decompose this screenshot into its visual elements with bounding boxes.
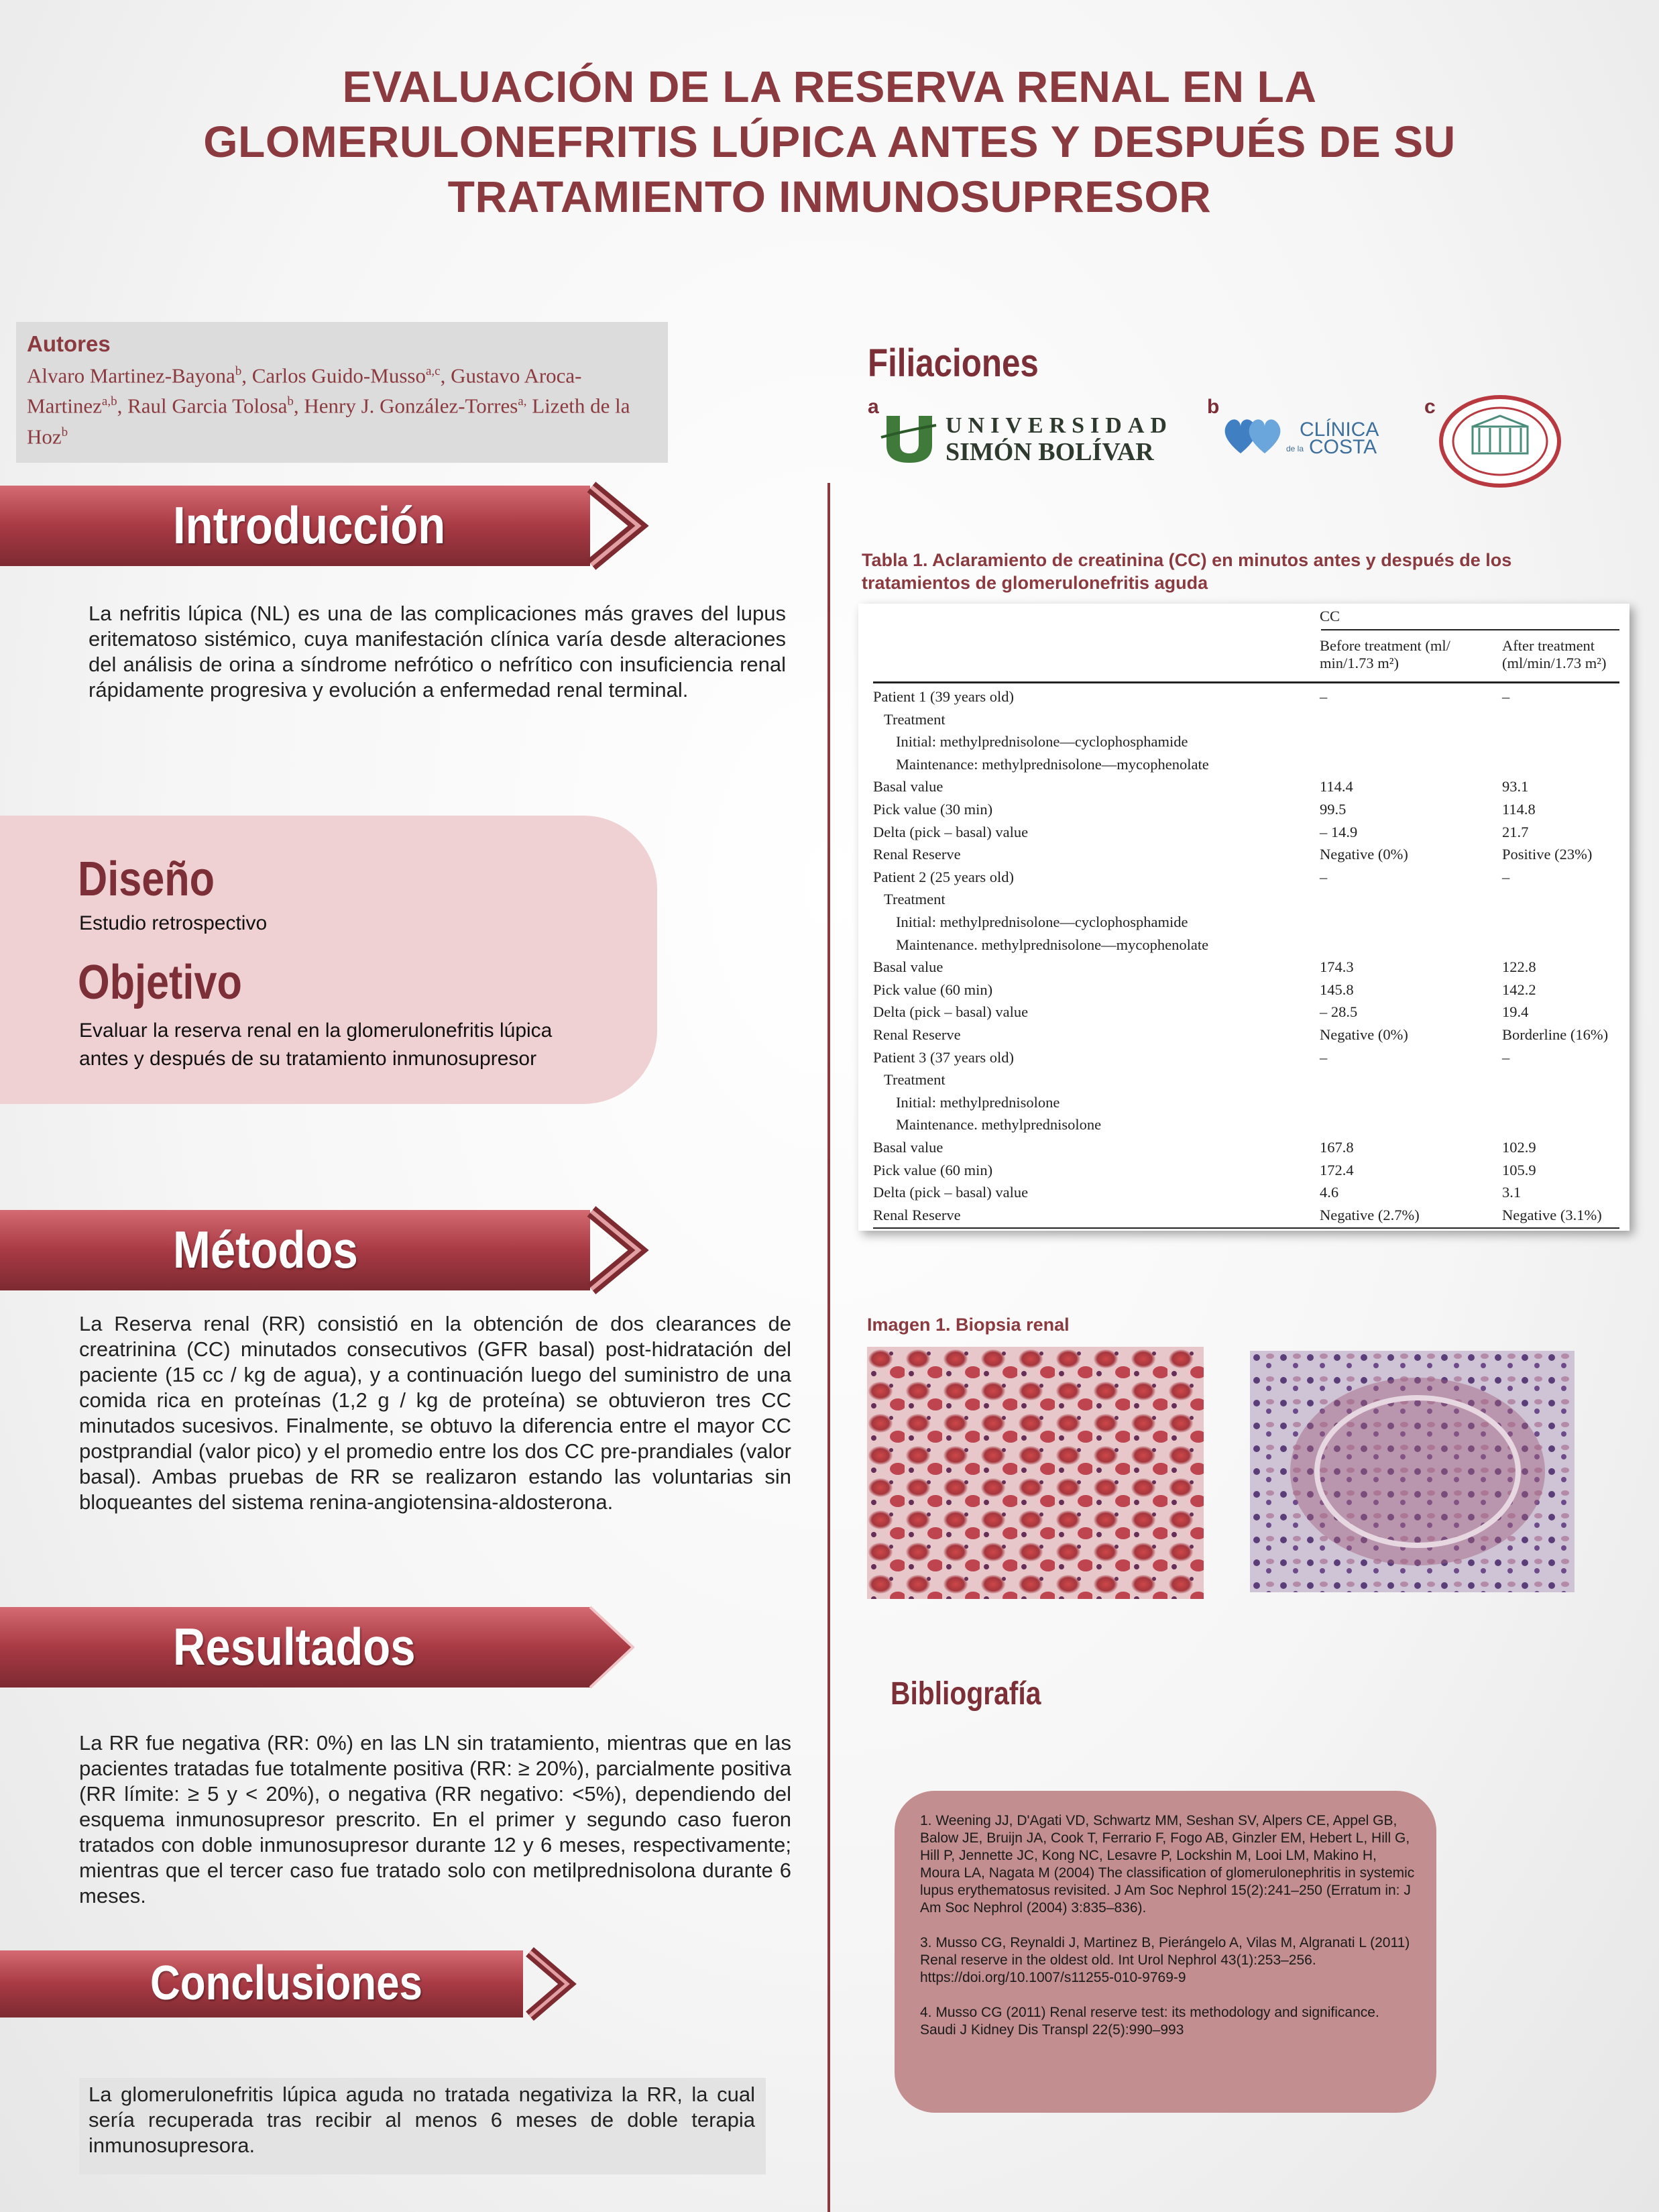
title-line-2: GLOMERULONEFRITIS LÚPICA ANTES Y DESPUÉS DE SU [203, 117, 1456, 166]
table-cell-label: Patient 3 (37 years old) [873, 1048, 1014, 1066]
bibliografia-heading: Bibliografía [891, 1676, 1041, 1712]
column-divider [827, 483, 830, 2212]
table-row [873, 891, 1619, 913]
clinica-logo-line-2: COSTA [1309, 436, 1377, 458]
author-name: Alvaro Martinez-Bayona [27, 364, 235, 388]
affiliation-a-letter: a [868, 396, 879, 418]
table-row [873, 1207, 1619, 1229]
introduccion-text: La nefritis lúpica (NL) es una de las complicaciones más graves del lupus eritematoso sistémico, cuya manifestación clínica varía desde alteraciones del análisis de orina a síndrome nefrótico o nefrítico con insuficiencia renal rápidamente progresiva y evolución a enfermedad renal terminal. [89, 602, 786, 702]
resultados-text: La RR fue negativa (RR: 0%) en las LN sin tratamiento, mientras que en las pacientes tratadas fue totalmente positiva (RR: ≥ 20%), parcialmente positiva (RR límite: ≥ 5 y < 20%), o negativa (RR negativo: <5%), dependiendo del esquema inmunosupresor prescrito. En el primer y segundo caso fueron tratados con doble inmunosupresor durante 12 y 6 meses, respectivamente; mientras que el tercer caso fue tratado solo con metilprednisolona durante 6 meses. [79, 1731, 791, 1907]
table-cell-after: 122.8 [1502, 958, 1536, 976]
table-row [873, 914, 1619, 936]
introduccion-heading: Introducción [173, 496, 446, 555]
table-cell-label: Patient 1 (39 years old) [873, 688, 1014, 705]
table-cell-after: 114.8 [1502, 801, 1536, 818]
reference-item: 4. Musso CG (2011) Renal reserve test: its methodology and significance. Saudi J Kidney Dis Transpl 22(5):990–993 [920, 2005, 1379, 2038]
table-row [873, 733, 1619, 755]
table-cell-before: – [1320, 868, 1328, 885]
table-row [873, 1049, 1619, 1071]
table-cell-after: Positive (23%) [1502, 846, 1593, 863]
clinica-logo-small: de la [1286, 444, 1304, 453]
table-row [873, 981, 1619, 1003]
table-col-before: Before treatment (ml/ min/1.73 m²) [1320, 637, 1450, 671]
table-cell-after: Borderline (16%) [1502, 1026, 1609, 1043]
author-name: , Henry J. González-Torres [293, 394, 518, 418]
table-cell-label: Initial: methylprednisolone [896, 1093, 1060, 1111]
table-cell-before: Negative (2.7%) [1320, 1206, 1420, 1223]
table-caption: Tabla 1. Aclaramiento de creatinina (CC) en minutos antes y después de los tratamientos de glomerulonefritis aguda [862, 550, 1512, 593]
usb-logo-line-1: UNIVERSIDAD [946, 413, 1173, 438]
table-cell-before: – [1320, 688, 1328, 705]
title-line-1: EVALUACIÓN DE LA RESERVA RENAL EN LA [342, 62, 1317, 111]
table-row [873, 1139, 1619, 1161]
author-affiliation-mark: b [235, 364, 242, 378]
reference-item: 3. Musso CG, Reynaldi J, Martinez B, Pierángelo A, Vilas M, Algranati L (2011) Renal reserve in the oldest old. Int Urol Nephrol 43(1):253–256. https://doi.org/10.1007/s11255-010-9769-9 [920, 1935, 1410, 1985]
table-cell-after: 19.4 [1502, 1003, 1529, 1021]
table-rule [873, 681, 1619, 683]
table-cell-label: Basal value [873, 1139, 943, 1156]
biopsy-photo-right [1250, 1351, 1575, 1592]
table-cell-label: Treatment [884, 1071, 946, 1089]
table-cell-label: Renal Reserve [873, 1206, 961, 1223]
filiaciones-heading: Filiaciones [868, 341, 1039, 385]
author-name: , Gustavo Aroca-Martinez [27, 364, 582, 418]
conclusiones-heading: Conclusiones [150, 1956, 422, 2010]
table-cell-label: Patient 2 (25 years old) [873, 868, 1014, 885]
table-cell-label: Initial: methylprednisolone—cyclophosphamide [896, 914, 1188, 930]
table-row [873, 801, 1619, 823]
conclusiones-text: La glomerulonefritis lúpica aguda no tratada negativiza la RR, la cual sería recuperada tras recibir al menos 6 meses de doble terapia inmunosupresora. [89, 2083, 755, 2157]
table-cell-label: Pick value (60 min) [873, 981, 993, 998]
author-affiliation-mark: b [287, 394, 294, 409]
table-cell-after: 142.2 [1502, 981, 1536, 998]
table-cell-before: – 14.9 [1320, 823, 1358, 840]
table-cell-before: 167.8 [1320, 1139, 1354, 1156]
image-caption: Imagen 1. Biopsia renal [867, 1315, 1070, 1335]
table-cell-after: 3.1 [1502, 1184, 1522, 1201]
authors-list [27, 358, 650, 449]
clinica-de-la-costa-logo [1220, 412, 1388, 463]
objetivo-text [79, 1017, 552, 1073]
authors-heading: Autores [27, 331, 111, 356]
table-cell-before: 145.8 [1320, 981, 1354, 998]
table-cell-label: Delta (pick – basal) value [873, 1184, 1029, 1201]
author-affiliation-mark: a, [518, 394, 527, 409]
resultados-banner [0, 1602, 644, 1693]
biopsy-image-left [867, 1347, 1204, 1599]
table-cell-before: 99.5 [1320, 801, 1347, 818]
table-row [873, 1184, 1619, 1206]
table-cell-before: Negative (0%) [1320, 1026, 1408, 1043]
author-affiliation-mark: b [61, 425, 68, 439]
metodos-banner [0, 1205, 650, 1296]
table-cell-before: 114.4 [1320, 778, 1353, 795]
title-line-3: TRATAMIENTO INMUNOSUPRESOR [447, 172, 1212, 221]
table-row [873, 936, 1619, 958]
table-row [873, 1094, 1619, 1116]
table-cell-after: Negative (3.1%) [1502, 1206, 1602, 1223]
clinica-logo-line-1: CLÍNICA [1300, 419, 1379, 441]
biopsy-photo-left [867, 1347, 1204, 1599]
table-cell-label: Renal Reserve [873, 846, 961, 863]
objetivo-line-1: Evaluar la reserva renal en la glomerulonefritis lúpica [79, 1019, 553, 1042]
resultados-heading: Resultados [173, 1617, 416, 1676]
reference-item: 1. Weening JJ, D'Agati VD, Schwartz MM, Seshan SV, Alpers CE, Appel GB, Balow JE, Bruijn JA, Cook T, Ferrario F, Fogo AB, Ginzler EM, Hebert L, Hill G, Hill P, Jennette JC, Kong NC, Lesavre P, Lockshin M, Looi LM, Makino H, Moura LA, Nagata M (2004) The classification of glomerulonephritis in systemic lupus erythematosus revisited. J Am Soc Nephrol 15(2):241–250 (Erratum in: J Am Soc Nephrol (2004) 3:835–836). [920, 1813, 1415, 1916]
universidad-simon-bolivar-logo [878, 410, 1180, 464]
table-row [873, 711, 1619, 733]
table-row [873, 1071, 1619, 1093]
table-rule [873, 1227, 1619, 1229]
table-cell-after: 21.7 [1502, 823, 1529, 840]
table-cell-before: Negative (0%) [1320, 846, 1408, 863]
biopsy-image-right [1250, 1351, 1575, 1592]
table-row [873, 1162, 1619, 1184]
table-cell-label: Pick value (60 min) [873, 1161, 993, 1178]
author-affiliation-mark: a,b [101, 394, 117, 409]
table-row [873, 958, 1619, 981]
table-cell-label: Initial: methylprednisolone—cyclophosphamide [896, 733, 1188, 751]
table-row [873, 778, 1619, 800]
hospital-seal-icon [1438, 394, 1562, 488]
table-cell-label: Renal Reserve [873, 1026, 961, 1043]
table-cell-after: – [1502, 688, 1510, 705]
conclusiones-banner [0, 1942, 583, 2023]
creatinine-table [858, 604, 1629, 1231]
bibliografia-list [920, 1812, 1416, 2056]
table-cell-before: 172.4 [1320, 1161, 1354, 1178]
author-name: , Carlos Guido-Musso [241, 364, 426, 388]
table-cell-after: 105.9 [1502, 1161, 1536, 1178]
table-cell-label: Treatment [884, 891, 946, 908]
table-row [873, 1116, 1619, 1138]
table-cell-before: 4.6 [1320, 1184, 1339, 1201]
table-cell-label: Treatment [884, 710, 946, 728]
objetivo-line-2: antes y después de su tratamiento inmunosupresor [79, 1048, 537, 1070]
table-cell-label: Basal value [873, 958, 943, 976]
table-cell-label: Maintenance. methylprednisolone—mycophenolate [896, 936, 1209, 953]
table-group-header: CC [1320, 608, 1340, 624]
table-cell-label: Delta (pick – basal) value [873, 1003, 1029, 1021]
usb-emblem-icon [878, 410, 939, 464]
author-name: , Raul Garcia Tolosa [117, 394, 288, 418]
metodos-text: La Reserva renal (RR) consistió en la obtención de dos clearances de creatrinina (CC) minutados consecutivos (GFR basal) post-hidratación del paciente (15 cc / kg de agua), y a continuación luego del suministro de una comida rica en proteínas (1,2 g / kg de proteína) se obtuvieron tres CC minutados sucesivos. Finalmente, se obtuvo la diferencia entre el mayor CC postprandial (valor pico) y el promedio entre los dos CC pre-prandiales (valor basal). Ambas pruebas de RR se realizaron estando las voluntarias sin bloqueantes del sistema renina-angiotensina-aldosterona. [79, 1312, 791, 1514]
diseno-text: Estudio retrospectivo [79, 912, 268, 934]
table-cell-after: – [1502, 1048, 1510, 1066]
poster-title [134, 59, 1525, 224]
table-row [873, 846, 1619, 868]
table-cell-before: – 28.5 [1320, 1003, 1358, 1021]
metodos-heading: Métodos [173, 1220, 358, 1279]
table-cell-label: Delta (pick – basal) value [873, 823, 1029, 840]
table-cell-before: 174.3 [1320, 958, 1354, 976]
table-cell-label: Pick value (30 min) [873, 801, 993, 818]
table-row [873, 756, 1619, 778]
author-affiliation-mark: a,c [425, 364, 441, 378]
affiliation-b-letter: b [1207, 396, 1220, 418]
table-cell-after: – [1502, 868, 1510, 885]
table-row [873, 824, 1619, 846]
usb-logo-line-2: SIMÓN BOLÍVAR [946, 438, 1154, 466]
table-col-after: After treatment (ml/min/1.73 m²) [1502, 637, 1607, 671]
author-name: Lizeth de la Hoz [27, 394, 630, 448]
table-cell-label: Maintenance: methylprednisolone—mycophenolate [896, 755, 1209, 773]
hospital-italiano-seal [1438, 394, 1562, 488]
table-row [873, 688, 1619, 710]
introduccion-banner [0, 480, 650, 571]
table-cell-label: Basal value [873, 778, 943, 795]
affiliation-c-letter: c [1424, 396, 1436, 418]
table-row [873, 1003, 1619, 1026]
table-row [873, 1026, 1619, 1048]
table-cell-before: – [1320, 1048, 1328, 1066]
table-cell-label: Maintenance. methylprednisolone [896, 1116, 1102, 1133]
table-cell-after: 102.9 [1502, 1139, 1536, 1156]
table-rule [1321, 629, 1619, 630]
table-row [873, 869, 1619, 891]
table-cell-after: 93.1 [1502, 778, 1529, 795]
objetivo-heading: Objetivo [78, 956, 242, 1009]
diseno-heading: Diseño [78, 852, 215, 906]
